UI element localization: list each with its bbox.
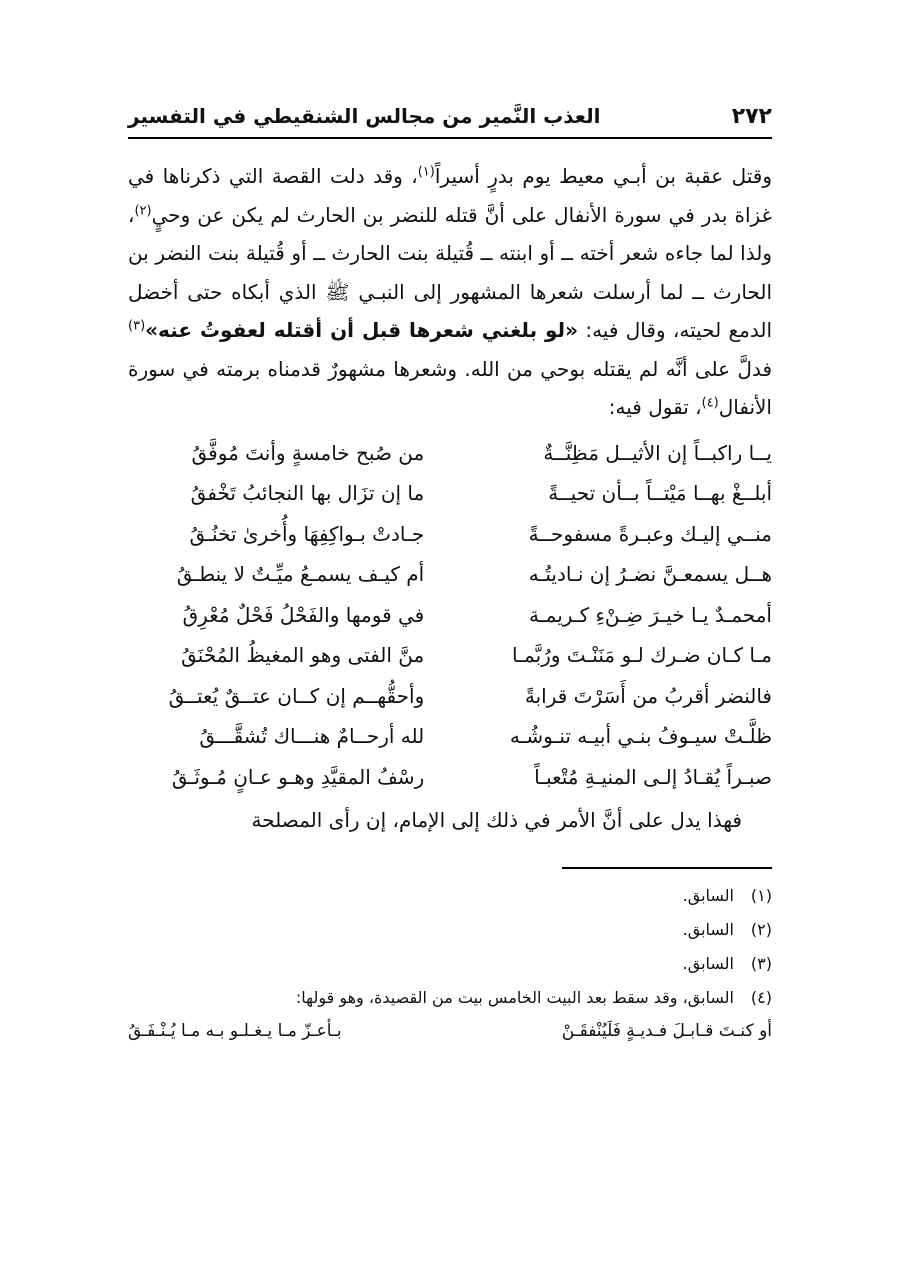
footnote-ref-1[interactable]: (١) [417, 164, 435, 180]
paragraph-part-2: ، وقد دلت القصة التي ذكرناها في غزاة بدر في سورة الأنفال على أنَّ قتله للنضر بن الحارث لم يكن عن وحيٍ [128, 164, 772, 227]
footnote-verse-second-half: بـأعـزّ مـا يـغـلـو بـه مـا يُـنْـفَـقُ [128, 1021, 342, 1041]
verse-second-half: أم كيـف يسمـعُ ميِّـتٌ لا ينطـقُ [176, 562, 425, 587]
verse-second-half: لله أرحــامٌ هنـــاك تُشقَّـــقُ [199, 724, 425, 749]
footnote-ref-3[interactable]: (٣) [128, 318, 146, 334]
poem [128, 433, 772, 798]
footnote-ref-4[interactable]: (٤) [701, 395, 719, 411]
verse-first-half: مـا كـان ضـرك لـو مَنَنْـتَ ورُبَّمـا [512, 643, 772, 668]
verse-first-half: منــي إليـك وعبـرةً مسفوحــةً [528, 521, 772, 546]
verse-first-half: أبلــغْ بهــا مَيْتــاً بــأن تحيــةً [548, 481, 772, 506]
poem-verse [128, 514, 772, 555]
footnote-verse-first-half: أو كنـتَ قـابـلَ فـديـةٍ فَلَيُنْفقَـنْ [561, 1021, 772, 1041]
hadith-quote: «لو بلغني شعرها قبل أن أقتله لعفوتُ عنه» [145, 318, 578, 342]
book-page [128, 104, 772, 1047]
poem-verse [128, 595, 772, 636]
main-paragraph [128, 157, 772, 427]
footnote-item [128, 981, 772, 1015]
footnote-number: (١) [750, 886, 772, 905]
paragraph-part-1: وقتل عقبة بن أبـي معيط يوم بدرٍ أسيراً [434, 164, 773, 188]
paragraph-part-3: ، ولذا لما جاءه شعر أخته ــ أو ابنته ــ قُتيلة بنت الحارث ــ أو قُتيلة بنت النضر بن الحارث ــ لما أرسلت شعرها المشهور إلى النبـي ﷺ الذي أبكاه حتى أخضل الدمع لحيته، وقال فيه: [128, 202, 773, 342]
poem-verse [128, 676, 772, 717]
paragraph-part-5: ، تقول فيه: [608, 395, 702, 419]
footnotes [128, 879, 772, 1047]
poem-verse [128, 473, 772, 514]
closing-line: فهذا يدل على أنَّ الأمر في ذلك إلى الإمام، إن رأى المصلحة [251, 808, 742, 832]
footnote-number: (٢) [750, 920, 772, 939]
footnote-ref-2[interactable]: (٢) [134, 202, 152, 218]
verse-first-half: هــل يسمعـنَّ نضـرُ إن نـاديتُـه [528, 562, 772, 587]
poem-verse [128, 635, 772, 676]
footnote-text: السابق. [682, 954, 734, 973]
footnote-text: السابق. [682, 886, 734, 905]
verse-second-half: رسْفُ المقيَّدِ وهـو عـانٍ مُـوثَـقُ [171, 764, 425, 789]
verse-second-half: منَّ الفتى وهو المغيظُ المُحْنَقُ [181, 643, 425, 668]
poem-verse [128, 716, 772, 757]
footnote-number: (٤) [750, 988, 772, 1007]
footnote-number: (٣) [750, 954, 772, 973]
verse-first-half: فالنضر أقربُ من أَسَرْتَ قرابةً [524, 683, 772, 708]
verse-second-half: وأحقُّهــم إن كــان عتــقٌ يُعتــقُ [168, 683, 425, 708]
verse-second-half: ما إن تزَال بها النجائبُ تَخْفقُ [190, 481, 425, 506]
verse-second-half: في قومها والفَحْلُ فَحْلٌ مُعْرِقُ [182, 602, 425, 627]
footnote-item [128, 913, 772, 947]
running-header [128, 104, 772, 139]
poem-verse [128, 433, 772, 474]
book-title: العذب النَّمير من مجالس الشنقيطي في التفسير [128, 104, 601, 128]
verse-second-half: جـادتْ بـواكِفِهَا وأُخرىٰ تخنُـقُ [189, 521, 425, 546]
footnote-text: السابق. [682, 920, 734, 939]
footnote-verse [128, 1015, 772, 1047]
footnote-divider [562, 867, 772, 869]
footnote-item [128, 879, 772, 913]
verse-first-half: يــا راكبــاً إن الأثيــل مَظِنَّــةٌ [543, 440, 772, 465]
paragraph-part-4: فدلَّ على أنَّه لم يقتله بوحي من الله. وشعرها مشهورٌ قدمناه برمته في سورة الأنفال [128, 356, 772, 419]
footnote-item [128, 947, 772, 981]
verse-second-half: من صُبح خامسةٍ وأنتَ مُوفَّقُ [191, 440, 425, 465]
page-number: ٢٧٢ [731, 104, 772, 129]
verse-first-half: ظلَّـتْ سيـوفُ بنـي أبيـه تنـوشُـه [509, 724, 772, 749]
footnote-text: السابق، وقد سقط بعد البيت الخامس بيت من القصيدة، وهو قولها: [295, 988, 734, 1007]
verse-first-half: صبـراً يُقـادُ إلـى المنيـةِ مُتْعبـاً [534, 764, 772, 789]
verse-first-half: أمحمـدٌ يـا خيـرَ ضِـنْءِ كـريمـة [529, 602, 772, 627]
poem-verse [128, 554, 772, 595]
poem-verse [128, 757, 772, 798]
